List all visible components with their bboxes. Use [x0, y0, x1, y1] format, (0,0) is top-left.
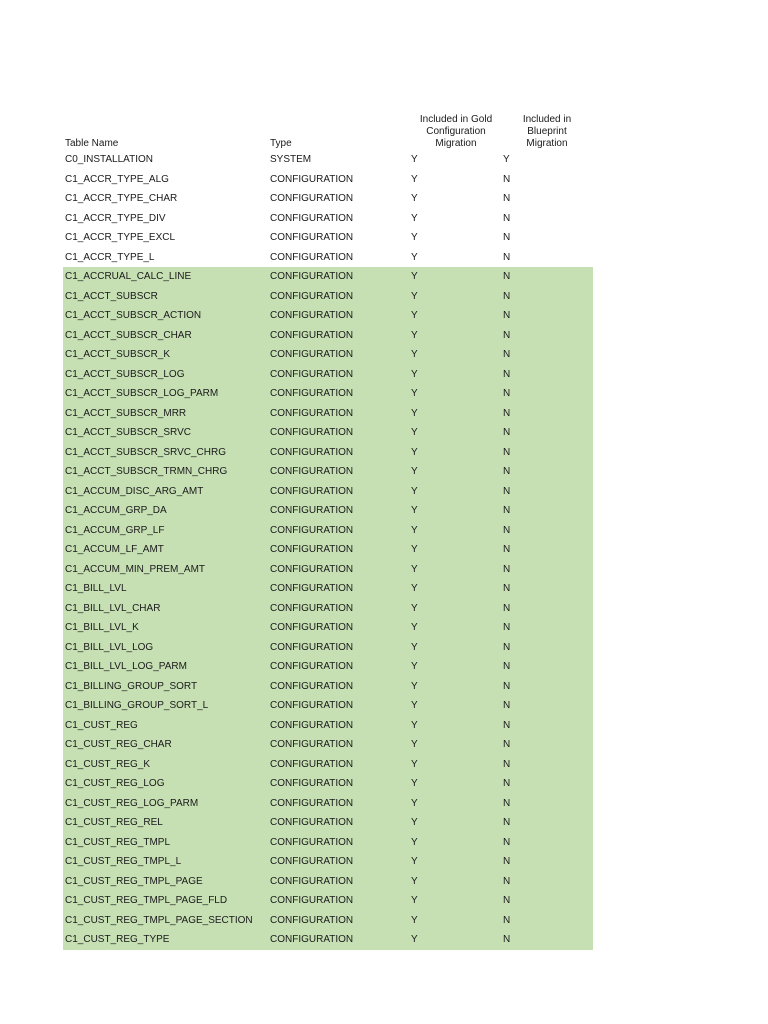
table-name-cell: C1_ACCT_SUBSCR_TRMN_CHRG: [65, 466, 228, 477]
table-name-cell: C1_ACCR_TYPE_L: [65, 251, 155, 263]
blueprint-migration-cell: N: [503, 641, 511, 653]
table-name-cell: C1_ACCT_SUBSCR_LOG: [65, 368, 185, 380]
blueprint-migration-cell: N: [503, 232, 511, 243]
type-cell: CONFIGURATION: [270, 368, 354, 380]
table-row: [63, 248, 593, 268]
type-cell: CONFIGURATION: [270, 427, 354, 438]
table-name-cell: C1_ACCT_SUBSCR_SRVC_CHRG: [65, 446, 226, 458]
table-name-cell: C1_CUST_REG_TMPL_L: [65, 856, 182, 867]
type-cell: CONFIGURATION: [270, 446, 354, 458]
type-cell: CONFIGURATION: [270, 778, 354, 789]
type-cell: CONFIGURATION: [270, 583, 354, 594]
type-cell: CONFIGURATION: [270, 680, 354, 692]
type-cell: CONFIGURATION: [270, 875, 354, 887]
type-cell: CONFIGURATION: [270, 193, 354, 204]
table-row: [63, 794, 593, 814]
migration-table: [63, 108, 593, 950]
type-cell: CONFIGURATION: [270, 758, 354, 770]
blueprint-migration-cell: N: [503, 290, 511, 302]
table-name-cell: C1_BILL_LVL_CHAR: [65, 602, 161, 614]
table-name-cell: C1_ACCT_SUBSCR: [65, 290, 158, 302]
table-name-cell: C1_ACCUM_MIN_PREM_AMT: [65, 563, 206, 575]
blueprint-migration-cell: N: [503, 602, 511, 614]
type-cell: CONFIGURATION: [270, 739, 354, 750]
blueprint-migration-cell: N: [503, 193, 511, 204]
header-type: Type: [270, 138, 292, 149]
type-cell: SYSTEM: [270, 154, 312, 165]
table-row: [63, 170, 593, 190]
blueprint-migration-cell: N: [503, 427, 511, 438]
table-row: [63, 735, 593, 755]
gold-migration-cell: Y: [411, 875, 418, 887]
table-name-cell: C1_ACCT_SUBSCR_K: [65, 349, 171, 360]
table-name-cell: C1_CUST_REG_TMPL_PAGE_FLD: [65, 895, 228, 906]
table-row: [63, 579, 593, 599]
blueprint-migration-cell: N: [503, 680, 511, 692]
table-row: [63, 228, 593, 248]
gold-migration-cell: Y: [411, 329, 418, 341]
table-row: [63, 267, 593, 287]
gold-migration-cell: Y: [411, 290, 418, 302]
table-name-cell: C1_BILL_LVL_LOG: [65, 641, 154, 653]
table-row: [63, 618, 593, 638]
table-row: [63, 813, 593, 833]
table-row: [63, 657, 593, 677]
gold-migration-cell: Y: [411, 232, 418, 243]
blueprint-migration-cell: N: [503, 836, 511, 848]
gold-migration-cell: Y: [411, 505, 418, 516]
gold-migration-cell: Y: [411, 700, 418, 711]
gold-migration-cell: Y: [411, 914, 418, 926]
type-cell: CONFIGURATION: [270, 388, 354, 399]
blueprint-migration-cell: N: [503, 349, 511, 360]
table-row: [63, 462, 593, 482]
table-name-cell: C1_BILLING_GROUP_SORT_L: [65, 700, 209, 711]
gold-migration-cell: Y: [411, 485, 418, 497]
table-name-cell: C1_CUST_REG_LOG_PARM: [65, 797, 199, 809]
gold-migration-cell: Y: [411, 427, 418, 438]
blueprint-migration-cell: N: [503, 212, 511, 224]
type-cell: CONFIGURATION: [270, 895, 354, 906]
table-name-cell: C1_ACCT_SUBSCR_MRR: [65, 407, 187, 419]
gold-migration-cell: Y: [411, 680, 418, 692]
type-cell: CONFIGURATION: [270, 544, 354, 555]
table-name-cell: C1_ACCR_TYPE_CHAR: [65, 193, 178, 204]
type-cell: CONFIGURATION: [270, 505, 354, 516]
blueprint-migration-cell: N: [503, 446, 511, 458]
blueprint-migration-cell: N: [503, 856, 511, 867]
table-row: [63, 287, 593, 307]
gold-migration-cell: Y: [411, 856, 418, 867]
gold-migration-cell: Y: [411, 583, 418, 594]
type-cell: CONFIGURATION: [270, 856, 354, 867]
table-row: [63, 326, 593, 346]
header-blueprint-migration: Included in Blueprint Migration: [522, 114, 572, 149]
table-name-cell: C1_BILL_LVL_LOG_PARM: [65, 661, 187, 672]
gold-migration-cell: Y: [411, 778, 418, 789]
table-row: [63, 443, 593, 463]
type-cell: CONFIGURATION: [270, 700, 354, 711]
table-row: [63, 482, 593, 502]
blueprint-migration-cell: N: [503, 563, 511, 575]
table-row: [63, 423, 593, 443]
gold-migration-cell: Y: [411, 388, 418, 399]
gold-migration-cell: Y: [411, 602, 418, 614]
gold-migration-cell: Y: [411, 622, 418, 633]
gold-migration-cell: Y: [411, 934, 418, 945]
table-name-cell: C1_CUST_REG_TMPL: [65, 836, 171, 848]
table-name-cell: C1_ACCT_SUBSCR_ACTION: [65, 310, 202, 321]
table-row: [63, 638, 593, 658]
blueprint-migration-cell: N: [503, 758, 511, 770]
blueprint-migration-cell: N: [503, 544, 511, 555]
type-cell: CONFIGURATION: [270, 817, 354, 828]
type-cell: CONFIGURATION: [270, 524, 354, 536]
blueprint-migration-cell: N: [503, 778, 511, 789]
table-name-cell: C1_ACCT_SUBSCR_CHAR: [65, 329, 192, 341]
blueprint-migration-cell: N: [503, 173, 511, 185]
table-row: [63, 560, 593, 580]
table-name-cell: C1_BILL_LVL: [65, 583, 127, 594]
gold-migration-cell: Y: [411, 310, 418, 321]
table-name-cell: C1_CUST_REG_TYPE: [65, 934, 170, 945]
blueprint-migration-cell: N: [503, 661, 511, 672]
blueprint-migration-cell: N: [503, 583, 511, 594]
table-row: [63, 384, 593, 404]
type-cell: CONFIGURATION: [270, 934, 354, 945]
gold-migration-cell: Y: [411, 407, 418, 419]
table-row: [63, 209, 593, 229]
table-row: [63, 521, 593, 541]
table-row: [63, 891, 593, 911]
table-name-cell: C1_ACCT_SUBSCR_LOG_PARM: [65, 388, 219, 399]
blueprint-migration-cell: N: [503, 719, 511, 731]
gold-migration-cell: Y: [411, 797, 418, 809]
type-cell: CONFIGURATION: [270, 641, 354, 653]
blueprint-migration-cell: N: [503, 622, 511, 633]
blueprint-migration-cell: N: [503, 407, 511, 419]
table-row: [63, 599, 593, 619]
type-cell: CONFIGURATION: [270, 661, 354, 672]
table-row: [63, 872, 593, 892]
table-row: [63, 833, 593, 853]
type-cell: CONFIGURATION: [270, 251, 354, 263]
type-cell: CONFIGURATION: [270, 797, 354, 809]
blueprint-migration-cell: N: [503, 251, 511, 263]
type-cell: CONFIGURATION: [270, 290, 354, 302]
gold-migration-cell: Y: [411, 524, 418, 536]
type-cell: CONFIGURATION: [270, 349, 354, 360]
gold-migration-cell: Y: [411, 466, 418, 477]
table-name-cell: C1_BILLING_GROUP_SORT: [65, 680, 198, 692]
table-row: [63, 345, 593, 365]
type-cell: CONFIGURATION: [270, 173, 354, 185]
blueprint-migration-cell: N: [503, 388, 511, 399]
type-cell: CONFIGURATION: [270, 310, 354, 321]
gold-migration-cell: Y: [411, 836, 418, 848]
table-row: [63, 930, 593, 950]
blueprint-migration-cell: N: [503, 875, 511, 887]
blueprint-migration-cell: N: [503, 505, 511, 516]
table-name-cell: C0_INSTALLATION: [65, 154, 153, 165]
blueprint-migration-cell: N: [503, 271, 511, 282]
blueprint-migration-cell: Y: [503, 154, 510, 165]
gold-migration-cell: Y: [411, 368, 418, 380]
gold-migration-cell: Y: [411, 641, 418, 653]
blueprint-migration-cell: N: [503, 329, 511, 341]
table-row: [63, 696, 593, 716]
table-name-cell: C1_ACCR_TYPE_ALG: [65, 173, 169, 185]
gold-migration-cell: Y: [411, 661, 418, 672]
blueprint-migration-cell: N: [503, 895, 511, 906]
gold-migration-cell: Y: [411, 271, 418, 282]
type-cell: CONFIGURATION: [270, 485, 354, 497]
gold-migration-cell: Y: [411, 349, 418, 360]
table-name-cell: C1_CUST_REG_REL: [65, 817, 163, 828]
table-name-cell: C1_ACCRUAL_CALC_LINE: [65, 271, 192, 282]
gold-migration-cell: Y: [411, 563, 418, 575]
table-name-cell: C1_CUST_REG_TMPL_PAGE: [65, 875, 203, 887]
table-name-cell: C1_CUST_REG_K: [65, 758, 151, 770]
table-row: [63, 755, 593, 775]
type-cell: CONFIGURATION: [270, 329, 354, 341]
table-body: [63, 150, 593, 950]
table-row: [63, 540, 593, 560]
type-cell: CONFIGURATION: [270, 466, 354, 477]
gold-migration-cell: Y: [411, 173, 418, 185]
type-cell: CONFIGURATION: [270, 914, 354, 926]
table-row: [63, 189, 593, 209]
table-name-cell: C1_ACCUM_GRP_LF: [65, 524, 165, 536]
blueprint-migration-cell: N: [503, 914, 511, 926]
blueprint-migration-cell: N: [503, 466, 511, 477]
blueprint-migration-cell: N: [503, 485, 511, 497]
gold-migration-cell: Y: [411, 193, 418, 204]
table-name-cell: C1_ACCR_TYPE_EXCL: [65, 232, 176, 243]
type-cell: CONFIGURATION: [270, 407, 354, 419]
blueprint-migration-cell: N: [503, 524, 511, 536]
type-cell: CONFIGURATION: [270, 836, 354, 848]
gold-migration-cell: Y: [411, 739, 418, 750]
table-row: [63, 306, 593, 326]
table-name-cell: C1_ACCUM_DISC_ARG_AMT: [65, 485, 204, 497]
table-row: [63, 150, 593, 170]
type-cell: CONFIGURATION: [270, 271, 354, 282]
table-row: [63, 911, 593, 931]
type-cell: CONFIGURATION: [270, 622, 354, 633]
table-row: [63, 716, 593, 736]
blueprint-migration-cell: N: [503, 739, 511, 750]
type-cell: CONFIGURATION: [270, 212, 354, 224]
type-cell: CONFIGURATION: [270, 232, 354, 243]
header-table-name: Table Name: [65, 138, 119, 149]
table-name-cell: C1_CUST_REG_TMPL_PAGE_SECTION: [65, 914, 253, 926]
gold-migration-cell: Y: [411, 212, 418, 224]
blueprint-migration-cell: N: [503, 934, 511, 945]
blueprint-migration-cell: N: [503, 817, 511, 828]
blueprint-migration-cell: N: [503, 700, 511, 711]
table-name-cell: C1_ACCUM_GRP_DA: [65, 505, 167, 516]
gold-migration-cell: Y: [411, 817, 418, 828]
gold-migration-cell: Y: [411, 251, 418, 263]
gold-migration-cell: Y: [411, 719, 418, 731]
blueprint-migration-cell: N: [503, 368, 511, 380]
type-cell: CONFIGURATION: [270, 563, 354, 575]
table-row: [63, 677, 593, 697]
blueprint-migration-cell: N: [503, 797, 511, 809]
table-name-cell: C1_ACCUM_LF_AMT: [65, 544, 164, 555]
table-row: [63, 404, 593, 424]
type-cell: CONFIGURATION: [270, 719, 354, 731]
table-name-cell: C1_BILL_LVL_K: [65, 622, 139, 633]
gold-migration-cell: Y: [411, 154, 418, 165]
table-row: [63, 501, 593, 521]
table-name-cell: C1_ACCT_SUBSCR_SRVC: [65, 427, 191, 438]
gold-migration-cell: Y: [411, 895, 418, 906]
gold-migration-cell: Y: [411, 446, 418, 458]
blueprint-migration-cell: N: [503, 310, 511, 321]
table-row: [63, 774, 593, 794]
gold-migration-cell: Y: [411, 544, 418, 555]
type-cell: CONFIGURATION: [270, 602, 354, 614]
table-name-cell: C1_CUST_REG_LOG: [65, 778, 165, 789]
gold-migration-cell: Y: [411, 758, 418, 770]
table-row: [63, 852, 593, 872]
table-name-cell: C1_ACCR_TYPE_DIV: [65, 212, 166, 224]
table-row: [63, 365, 593, 385]
table-name-cell: C1_CUST_REG_CHAR: [65, 739, 172, 750]
table-name-cell: C1_CUST_REG: [65, 719, 138, 731]
header-gold-migration: Included in Gold Configuration Migration: [419, 114, 493, 149]
table-header: [63, 108, 593, 150]
